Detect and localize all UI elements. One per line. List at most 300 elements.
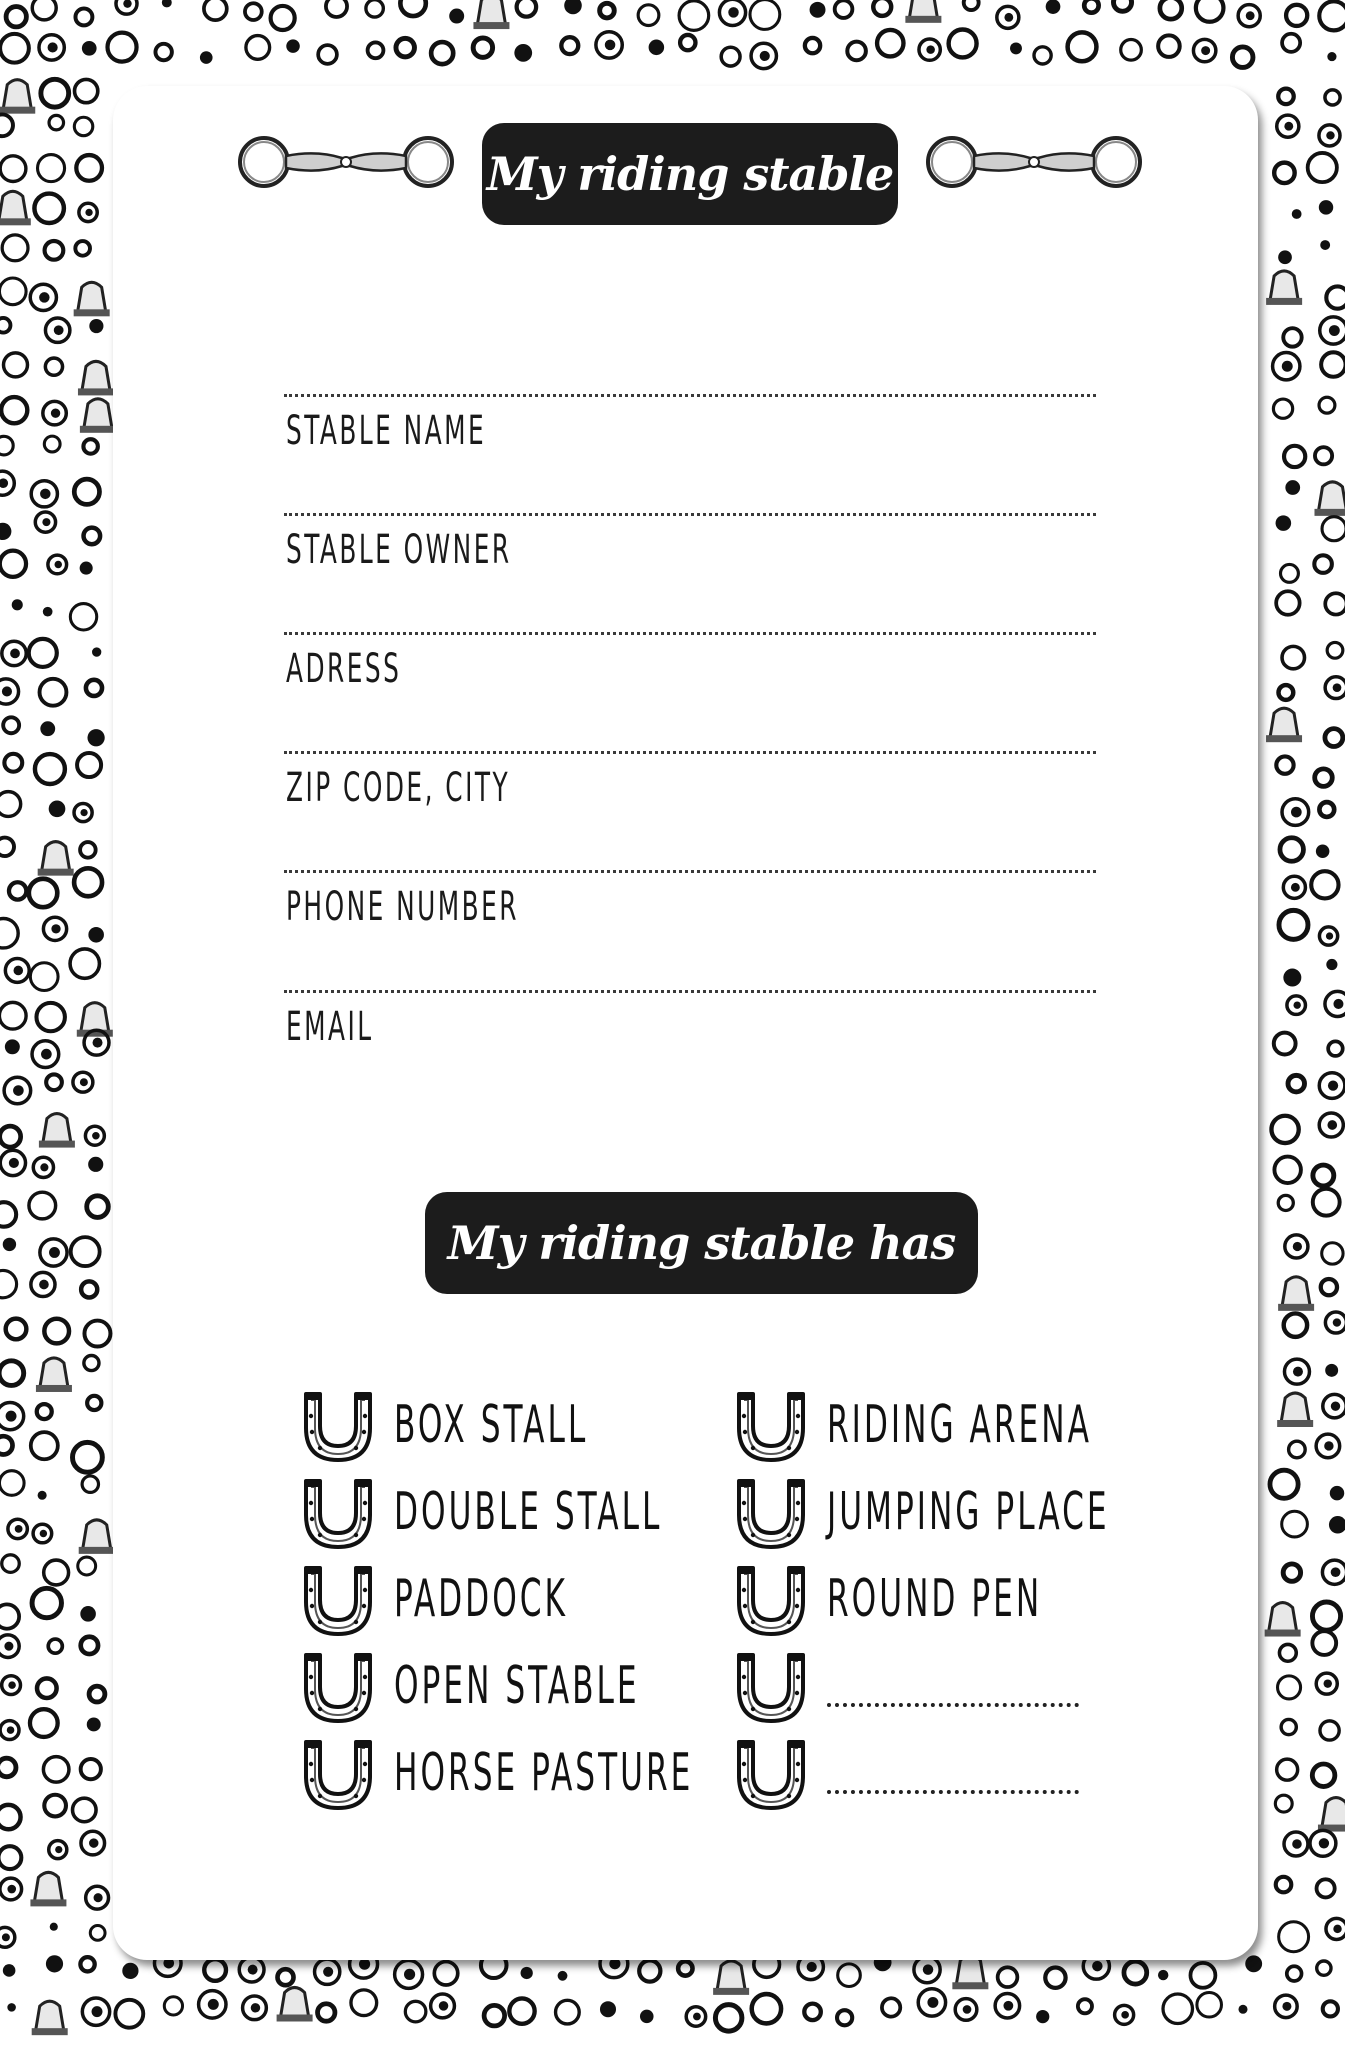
stirrup-icon (713, 1961, 749, 1995)
pattern-circle (600, 3, 615, 18)
pattern-swirl-center (1201, 46, 1210, 55)
pattern-circle (0, 1471, 24, 1496)
pattern-circle (87, 1196, 109, 1218)
pattern-swirl-center (1333, 1925, 1341, 1933)
pattern-circle (70, 949, 99, 978)
pattern-circle (6, 1319, 27, 1340)
pattern-circle (0, 918, 18, 947)
stirrup-icon (952, 1955, 988, 1989)
dotted-line (284, 394, 1096, 397)
pattern-swirl-center (807, 1962, 817, 1972)
field-label: STABLE NAME (286, 408, 487, 454)
field-label: STABLE OWNER (286, 527, 512, 573)
amenity-open-stable[interactable] (298, 1647, 803, 1725)
pattern-circle (1326, 286, 1345, 308)
pattern-circle (1124, 1961, 1147, 1984)
pattern-circle (1197, 1992, 1222, 2017)
pattern-swirl-center (760, 51, 770, 61)
stirrup-icon (39, 1114, 75, 1148)
field-email[interactable] (284, 990, 1096, 1070)
amenity-riding-arena[interactable] (731, 1386, 1269, 1464)
pattern-circle (31, 1432, 58, 1459)
pattern-circle (1160, 0, 1182, 19)
dotted-line (284, 632, 1096, 635)
pattern-dot (162, 0, 172, 7)
pattern-dot (1330, 1486, 1344, 1500)
pattern-swirl-center (1282, 361, 1293, 372)
pattern-circle (41, 79, 69, 107)
dotted-line (284, 513, 1096, 516)
pattern-dot (600, 2001, 616, 2017)
pattern-circle (1282, 646, 1304, 668)
pattern-dot (1158, 1970, 1168, 1980)
pattern-circle (1275, 1795, 1292, 1812)
pattern-circle (30, 1709, 58, 1737)
pattern-dot (87, 729, 104, 746)
amenity-round-pen[interactable] (731, 1560, 1186, 1638)
pattern-circle (561, 37, 578, 54)
pattern-circle (1278, 685, 1293, 700)
pattern-circle (0, 551, 26, 577)
dotted-line (284, 870, 1096, 873)
pattern-swirl-center (1291, 883, 1300, 892)
stirrup-tread (1265, 1630, 1301, 1637)
field-phone-number[interactable] (284, 870, 1096, 950)
pattern-circle (0, 1758, 16, 1777)
pattern-circle (278, 1969, 294, 1985)
pattern-circle (877, 30, 903, 56)
stirrup-icon (38, 842, 74, 876)
pattern-circle (1325, 729, 1343, 747)
pattern-circle (752, 1994, 781, 2023)
pattern-circle (44, 1795, 66, 1817)
horseshoe-icon (731, 1734, 811, 1812)
pattern-circle (1277, 1759, 1298, 1780)
pattern-swirl-center (1003, 2001, 1013, 2011)
pattern-circle (48, 1639, 62, 1653)
pattern-circle (1281, 1719, 1296, 1734)
field-address[interactable] (284, 632, 1096, 712)
pattern-circle (84, 528, 101, 545)
pattern-circle (964, 0, 979, 10)
pattern-circle (1322, 1243, 1343, 1264)
pattern-circle (1278, 1676, 1301, 1699)
pattern-circle (36, 1003, 64, 1031)
pattern-swirl-center (1121, 2011, 1129, 2019)
pattern-swirl-center (728, 7, 738, 17)
pattern-circle (30, 963, 58, 991)
pattern-circle (949, 29, 977, 57)
pattern-swirl-center (1293, 1242, 1302, 1251)
pattern-circle (1034, 47, 1051, 64)
horseshoe-icon (731, 1386, 811, 1464)
pattern-circle (1319, 397, 1335, 413)
pattern-swirl-center (1324, 1679, 1332, 1687)
pattern-circle (29, 639, 57, 667)
pattern-circle (1276, 756, 1293, 773)
pattern-circle (32, 0, 56, 20)
pattern-swirl-center (2, 1933, 10, 1941)
pattern-circle (400, 0, 425, 16)
pattern-circle (0, 436, 13, 455)
pattern-circle (434, 1962, 457, 1985)
pattern-circle (882, 1998, 900, 2016)
pattern-swirl-center (1326, 932, 1333, 939)
pattern-circle (4, 353, 28, 377)
stirrup-icon (36, 1358, 72, 1392)
pattern-circle (318, 2004, 335, 2021)
pattern-dot (46, 1955, 63, 1972)
horseshoe-icon (731, 1560, 811, 1638)
pattern-circle (1121, 40, 1142, 61)
pattern-circle (1317, 1879, 1335, 1897)
stirrup-icon (1318, 1798, 1345, 1832)
pattern-swirl-center (39, 292, 49, 302)
stirrup-shape (1282, 1277, 1310, 1306)
pattern-circle (0, 1126, 21, 1147)
pattern-circle (1163, 1994, 1192, 2023)
stirrup-tread (1278, 1304, 1314, 1311)
stirrup-icon (74, 282, 110, 316)
stirrup-shape (0, 191, 27, 220)
stirrup-tread (39, 1141, 75, 1148)
pattern-swirl-center (51, 924, 60, 933)
pattern-circle (1315, 447, 1332, 464)
pattern-dot (43, 607, 53, 617)
pattern-swirl-center (54, 325, 64, 335)
horseshoe-icon (298, 1386, 378, 1464)
horseshoe-icon (298, 1560, 378, 1638)
stirrup-shape (40, 1358, 68, 1387)
pattern-circle (396, 38, 414, 56)
pattern-circle (35, 754, 65, 784)
pattern-circle (1232, 47, 1253, 68)
pattern-circle (74, 479, 99, 504)
pattern-circle (1190, 1963, 1215, 1988)
pattern-swirl-center (693, 2013, 701, 2021)
pattern-circle (1322, 517, 1345, 541)
pattern-circle (90, 1925, 105, 1940)
amenity-label: OPEN STABLE (394, 1656, 640, 1716)
pattern-swirl-center (51, 408, 60, 417)
pattern-circle (82, 1476, 98, 1492)
horseshoe-icon (298, 1647, 378, 1725)
pattern-circle (81, 1637, 98, 1654)
pattern-swirl-center (1333, 1318, 1341, 1326)
pattern-swirl-center (4, 1642, 13, 1651)
pattern-dot (649, 40, 665, 56)
pattern-circle (0, 114, 13, 136)
pattern-swirl-center (80, 1078, 88, 1086)
amenity-box-stall[interactable] (298, 1386, 718, 1464)
pattern-swirl-center (10, 649, 20, 659)
pattern-dot (87, 1717, 101, 1731)
pattern-swirl-center (1329, 325, 1340, 336)
pattern-circle (38, 155, 65, 182)
pattern-dot (200, 51, 213, 64)
pattern-circle (70, 604, 96, 630)
pattern-swirl-center (2, 686, 12, 696)
pattern-circle (1319, 802, 1334, 817)
pattern-circle (405, 2001, 426, 2022)
pattern-circle (1113, 0, 1131, 11)
pattern-circle (1279, 1922, 1309, 1952)
pattern-circle (1282, 34, 1300, 52)
pattern-swirl-center (80, 809, 87, 816)
page-title: My riding stable (482, 123, 898, 225)
pattern-circle (80, 842, 96, 858)
dotted-line (284, 751, 1096, 754)
stirrup-shape (909, 0, 937, 18)
pattern-circle (1287, 1966, 1302, 1981)
field-label: EMAIL (286, 1004, 374, 1050)
pattern-circle (0, 1270, 17, 1297)
stirrup-shape (281, 1987, 309, 2016)
pattern-circle (155, 44, 171, 60)
stirrup-tread (36, 1385, 72, 1392)
pattern-circle (1, 397, 27, 423)
amenity-label: BOX STALL (394, 1395, 589, 1455)
pattern-circle (1045, 1968, 1065, 1988)
section-title: My riding stable has (425, 1192, 978, 1294)
pattern-swirl-center (7, 1726, 15, 1734)
pattern-circle (1327, 642, 1343, 658)
stirrup-icon (277, 1987, 313, 2021)
stirrup-shape (36, 2001, 64, 2030)
pattern-circle (0, 838, 14, 857)
field-label: ZIP CODE, CITY (286, 765, 511, 811)
pattern-circle (368, 42, 384, 58)
pattern-dot (40, 721, 55, 736)
pattern-dot (88, 1157, 103, 1172)
pattern-swirl-center (1331, 1567, 1341, 1577)
pattern-circle (1312, 1602, 1340, 1630)
stirrup-icon (80, 399, 116, 433)
stirrup-icon (1265, 1603, 1301, 1637)
pattern-circle (78, 1557, 96, 1575)
stirrup-tread (1266, 735, 1302, 742)
pattern-circle (1274, 163, 1294, 183)
stirrup-icon (30, 1872, 66, 1906)
field-stable-owner[interactable] (284, 513, 1096, 593)
horseshoe-icon (731, 1473, 811, 1551)
pattern-dot (7, 2003, 16, 2012)
pattern-circle (81, 1759, 101, 1779)
pattern-circle (1312, 1631, 1336, 1655)
pattern-dot (1329, 1516, 1345, 1534)
pattern-circle (86, 680, 102, 696)
pattern-swirl-center (439, 2001, 449, 2011)
pattern-circle (44, 1319, 69, 1344)
pattern-circle (77, 753, 101, 777)
pattern-swirl-center (1246, 11, 1255, 20)
pattern-circle (1328, 1041, 1343, 1056)
pattern-circle (75, 9, 92, 26)
pattern-circle (1320, 1721, 1339, 1740)
pattern-circle (1278, 89, 1293, 104)
pattern-circle (1317, 1961, 1331, 1975)
pattern-swirl-center (1004, 13, 1013, 22)
pattern-circle (6, 7, 26, 27)
pattern-swirl-center (14, 966, 24, 976)
pattern-dot (1327, 52, 1336, 61)
pattern-swirl-center (9, 1158, 19, 1168)
pattern-circle (1313, 1165, 1334, 1186)
pattern-circle (164, 1997, 182, 2015)
stirrup-shape (81, 1003, 109, 1032)
pattern-swirl-center (40, 1163, 48, 1171)
pattern-circle (1314, 555, 1332, 573)
pattern-dot (558, 1971, 568, 1981)
pattern-circle (0, 792, 21, 817)
stirrup-shape (1281, 1393, 1309, 1422)
pattern-circle (0, 1002, 26, 1029)
pattern-swirl-center (359, 1959, 370, 1970)
pattern-circle (73, 1798, 97, 1822)
pattern-dot (564, 0, 582, 14)
stirrup-shape (1322, 1798, 1345, 1827)
stirrup-tread (78, 388, 114, 395)
pattern-circle (1274, 1157, 1300, 1183)
amenity-blank-1[interactable] (731, 1647, 1079, 1725)
amenity-label: PADDOCK (394, 1569, 569, 1629)
pattern-circle (71, 1237, 100, 1266)
pattern-circle (246, 36, 270, 60)
dotted-line (284, 990, 1096, 993)
field-stable-name[interactable] (284, 394, 1096, 474)
stirrup-icon (473, 0, 509, 29)
amenity-paddock[interactable] (298, 1560, 684, 1638)
pattern-dot (1245, 1955, 1262, 1972)
pattern-circle (1325, 90, 1340, 105)
pattern-circle (1284, 446, 1305, 467)
pattern-swirl-center (123, 0, 131, 8)
pattern-dot (1046, 0, 1061, 14)
field-label: PHONE NUMBER (286, 884, 520, 930)
pattern-circle (715, 2005, 741, 2031)
stirrup-tread (0, 218, 31, 225)
stirrup-icon (32, 2001, 68, 2035)
stirrup-shape (1270, 708, 1298, 737)
field-zip-city[interactable] (284, 751, 1096, 831)
pattern-circle (1279, 1644, 1296, 1661)
stirrup-shape (3, 80, 31, 109)
stirrup-shape (717, 1961, 745, 1990)
pattern-circle (318, 45, 337, 64)
stirrup-shape (1318, 482, 1345, 511)
pattern-circle (326, 0, 347, 17)
pattern-circle (73, 1442, 103, 1472)
stirrup-icon (1266, 271, 1302, 305)
stirrup-tread (952, 1982, 988, 1989)
stirrup-icon (0, 80, 35, 114)
pattern-circle (509, 1998, 534, 2023)
pattern-circle (680, 35, 695, 50)
pattern-circle (74, 117, 92, 135)
pattern-swirl-center (55, 561, 62, 568)
pattern-swirl-center (8, 1681, 16, 1689)
pattern-circle (847, 42, 866, 61)
horse-bit-icon (236, 132, 456, 192)
pattern-circle (0, 278, 26, 305)
pattern-circle (873, 0, 891, 16)
pattern-dot (1036, 2010, 1049, 2023)
pattern-circle (9, 882, 26, 899)
pattern-circle (1280, 838, 1303, 861)
pattern-dot (82, 41, 97, 56)
pattern-swirl-center (1293, 1001, 1300, 1008)
stirrup-tread (74, 309, 110, 316)
pattern-circle (75, 79, 98, 102)
pattern-circle (351, 1990, 377, 2016)
stirrup-tread (277, 2014, 313, 2021)
pattern-circle (1313, 1189, 1340, 1216)
pattern-circle (44, 1560, 69, 1585)
pattern-swirl-center (6, 1411, 17, 1422)
pattern-circle (45, 358, 62, 375)
pattern-swirl-center (926, 45, 935, 54)
pattern-circle (2, 1555, 20, 1573)
stirrup-shape (84, 399, 112, 428)
pattern-dot (3, 1964, 16, 1977)
pattern-circle (4, 754, 22, 772)
pattern-circle (1278, 1195, 1293, 1210)
pattern-swirl-center (94, 1893, 103, 1902)
pattern-circle (366, 0, 383, 17)
pattern-circle (638, 5, 659, 26)
pattern-circle (0, 1604, 19, 1628)
pattern-circle (998, 1967, 1018, 1987)
pattern-circle (1283, 328, 1301, 346)
pattern-circle (1158, 35, 1180, 57)
pattern-dot (810, 2, 826, 18)
amenity-jumping-place[interactable] (731, 1473, 1298, 1551)
pattern-dot (1319, 200, 1333, 214)
pattern-circle (0, 1846, 21, 1869)
stirrup-tread (1277, 1420, 1313, 1427)
stirrup-shape (43, 1114, 71, 1143)
pattern-dot (80, 562, 93, 575)
pattern-swirl-center (404, 1969, 415, 1980)
pattern-circle (84, 1321, 110, 1347)
stirrup-shape (42, 842, 70, 871)
pattern-swirl-center (1328, 1080, 1338, 1090)
pattern-circle (1281, 564, 1299, 582)
pattern-circle (1319, 1, 1345, 30)
pattern-swirl-center (1293, 1367, 1303, 1377)
pattern-circle (1321, 352, 1345, 376)
stirrup-shape (83, 1520, 111, 1549)
pattern-swirl-center (49, 1247, 60, 1258)
pattern-dot (449, 9, 464, 24)
pattern-circle (74, 868, 102, 896)
pattern-circle (44, 436, 60, 452)
pattern-circle (0, 1202, 16, 1227)
pattern-circle (1084, 0, 1098, 13)
stirrup-icon (1277, 1393, 1313, 1427)
pattern-swirl-center (1282, 2002, 1291, 2011)
pattern-circle (204, 0, 227, 20)
pattern-circle (29, 879, 57, 907)
amenity-blank-2[interactable] (731, 1734, 1079, 1812)
pattern-swirl-center (93, 1038, 103, 1048)
pattern-circle (1276, 591, 1299, 614)
pattern-dot (1278, 250, 1292, 264)
pattern-dot (521, 1967, 533, 1979)
pattern-circle (43, 1757, 69, 1783)
pattern-circle (837, 2010, 852, 2025)
pattern-circle (1196, 0, 1224, 22)
